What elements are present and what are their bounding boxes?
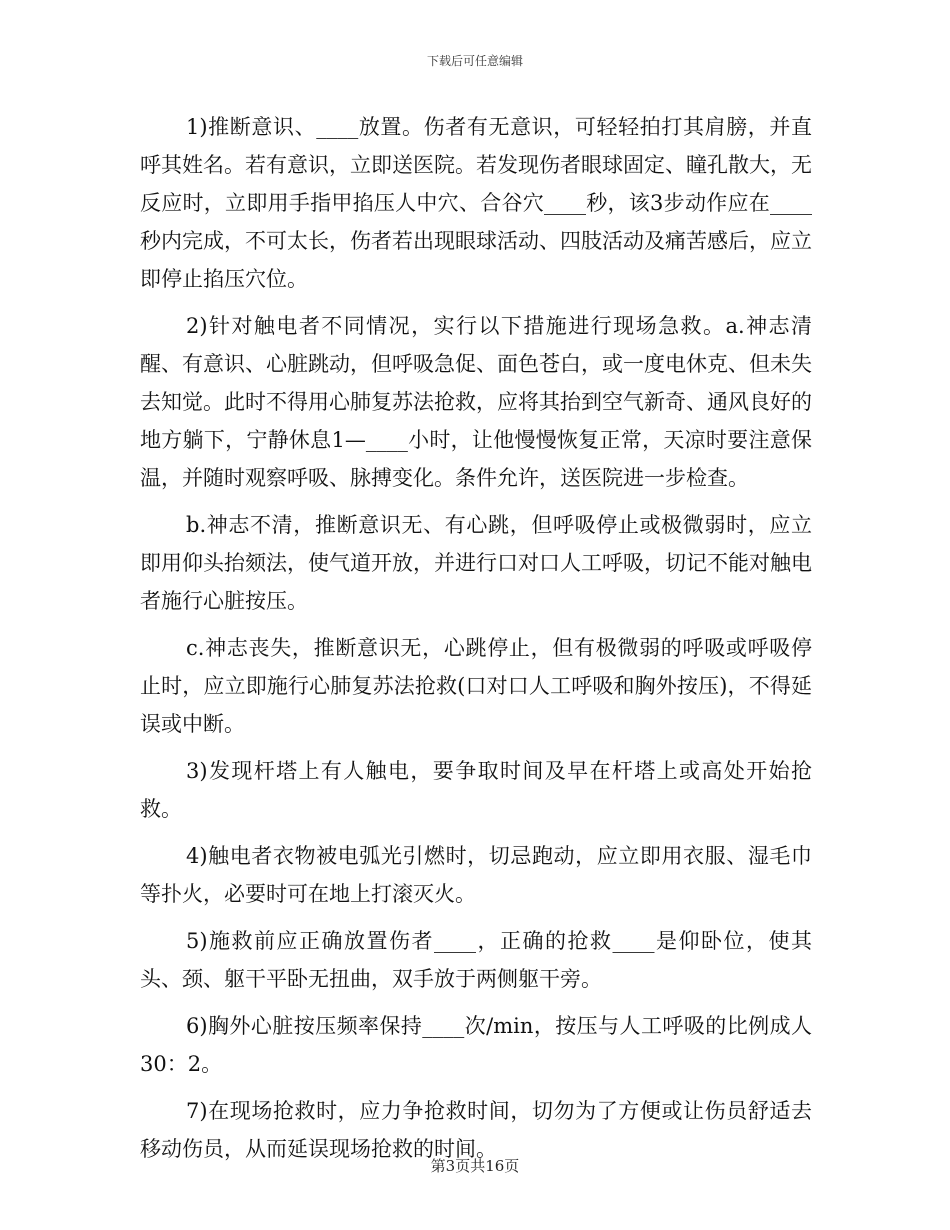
paragraph-6: 6)胸外心脏按压频率保持____次/min，按压与人工呼吸的比例成人30：2。 — [140, 1014, 812, 1076]
paragraph-3: 3)发现杆塔上有人触电，要争取时间及早在杆塔上或高处开始抢救。 — [140, 759, 812, 821]
paragraph-5: 5)施救前应正确放置伤者____，正确的抢救____是仰卧位，使其头、颈、躯干平卧无扭曲，双手放于两侧躯干旁。 — [140, 929, 812, 991]
paragraph-2c: c.神志丧失，推断意识无，心跳停止，但有极微弱的呼吸或呼吸停止时，应立即施行心肺复苏法抢救(口对口人工呼吸和胸外按压)，不得延误或中断。 — [140, 636, 812, 736]
page-header: 下载后可任意编辑 — [426, 54, 523, 68]
paragraph-7: 7)在现场抢救时，应力争抢救时间，切勿为了方便或让伤员舒适去移动伤员，从而延误现场抢救的时间。 — [140, 1099, 812, 1161]
paragraph-2b: b.神志不清，推断意识无、有心跳，但呼吸停止或极微弱时，应立即用仰头抬颏法，使气道开放，并进行口对口人工呼吸，切记不能对触电者施行心脏按压。 — [140, 513, 812, 613]
page-footer: 第3页共16页 — [430, 1157, 520, 1175]
document-body — [140, 108, 812, 1177]
paragraph-4: 4)触电者衣物被电弧光引燃时，切忌跑动，应立即用衣服、湿毛巾等扑火，必要时可在地上打滚灭火。 — [140, 844, 812, 906]
paragraph-2: 2)针对触电者不同情况，实行以下措施进行现场急救。a.神志清醒、有意识、心脏跳动，但呼吸急促、面色苍白，或一度电休克、但未失去知觉。此时不得用心肺复苏法抢救，应将其抬到空气新奇、通风良好的地方躺下，宁静休息1—____小时，让他慢慢恢复正常，天凉时要注意保温，并随时观察呼吸、脉搏变化。条件允许，送医院进一步检查。 — [140, 314, 812, 490]
paragraph-1: 1)推断意识、____放置。伤者有无意识，可轻轻拍打其肩膀，并直呼其姓名。若有意识，立即送医院。若发现伤者眼球固定、瞳孔散大，无反应时，立即用手指甲掐压人中穴、合谷穴____秒，该3步动作应在____秒内完成，不可太长，伤者若出现眼球活动、四肢活动及痛苦感后，应立即停止掐压穴位。 — [140, 115, 812, 291]
